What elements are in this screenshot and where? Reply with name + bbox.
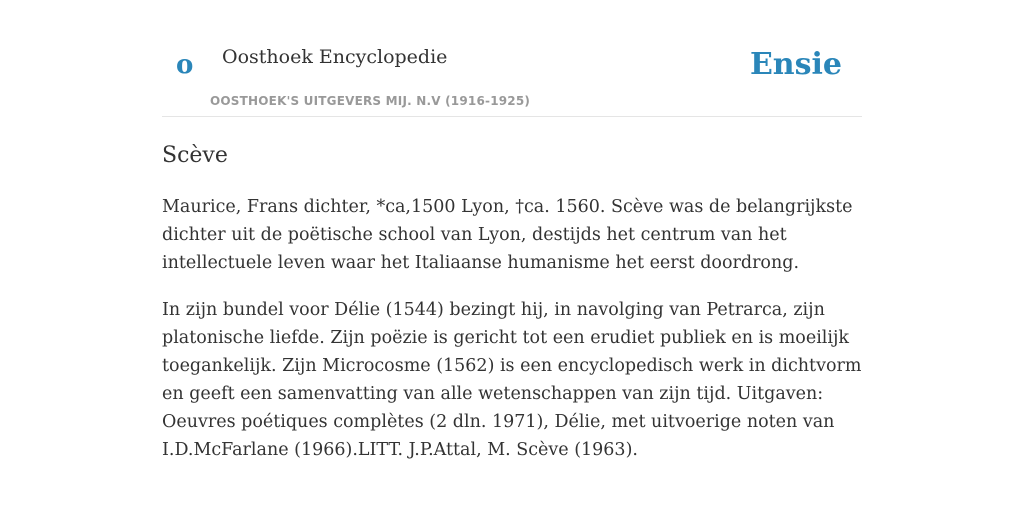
site-title[interactable]: Oosthoek Encyclopedie [222, 46, 448, 68]
article-paragraph: In zijn bundel voor Délie (1544) bezingt hij, in navolging van Petrarca, zijn platonische liefde. Zijn poëzie is gericht tot een erudiet publiek en is moeilijk toegankelijk. Zijn Microcosme (1562) is een encyclopedisch werk in dichtvorm en geeft een samenvatting van alle wetenschappen van zijn tijd. Uitgaven: Oeuvres poétiques complètes (2 dln. 1971), Délie, met uitvoerige noten van I.D.McFarlane (1966).LITT. J.P.Attal, M. Scève (1963). [162, 300, 862, 461]
ensie-brand-link[interactable]: Ensie [749, 47, 842, 82]
publisher-subtitle: OOSTHOEK'S UITGEVERS MIJ. N.V (1916-1925) [210, 94, 531, 108]
page-container [162, 0, 862, 464]
encyclopedia-logo[interactable]: o [176, 50, 194, 80]
article-paragraph: Maurice, Frans dichter, *ca,1500 Lyon, †ca. 1560. Scève was de belangrijkste dichter uit de poëtische school van Lyon, destijds het centrum van het intellectuele leven waar het Italiaanse humanisme het eerst doordrong. [162, 197, 853, 274]
page-header [162, 0, 862, 117]
article-title: Scève [162, 143, 228, 168]
